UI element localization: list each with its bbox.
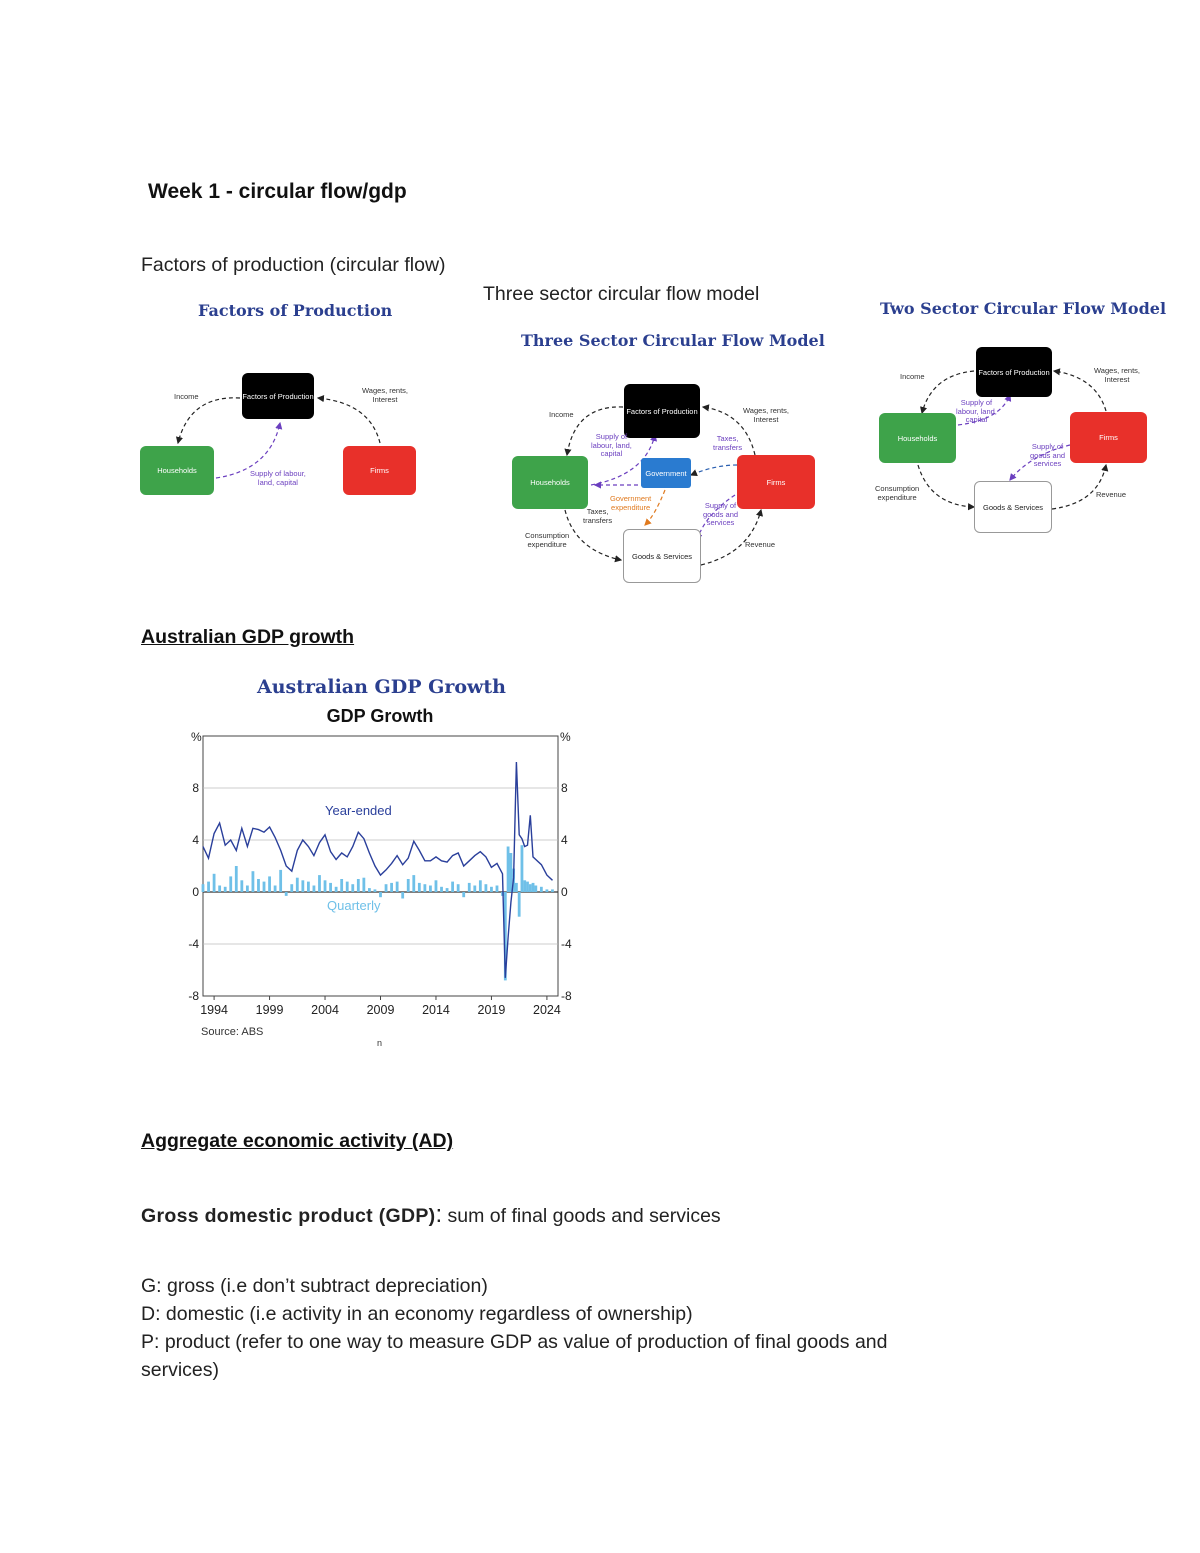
quarterly-bar xyxy=(412,875,415,892)
y-tick-label-right: -4 xyxy=(561,937,572,951)
figure-title: Two Sector Circular Flow Model xyxy=(880,299,1167,318)
quarterly-bar xyxy=(435,880,438,892)
quarterly-bar xyxy=(523,880,526,892)
quarterly-bar xyxy=(540,887,543,892)
three-sector-caption: Three sector circular flow model xyxy=(483,283,760,305)
footnote: n xyxy=(377,1038,383,1048)
y-tick-label-right: 8 xyxy=(561,781,568,795)
quarterly-bar xyxy=(368,888,371,892)
quarterly-bar xyxy=(509,853,512,892)
quarterly-bar xyxy=(490,887,493,892)
consumption-label: Consumption expenditure xyxy=(525,531,570,549)
firms-box: Firms xyxy=(343,446,416,495)
gdp-term: Gross domestic product (GDP) xyxy=(141,1205,436,1227)
year-ended-line xyxy=(203,762,553,978)
quarterly-bar xyxy=(407,879,410,892)
quarterly-bar xyxy=(301,880,304,892)
government-box: Government xyxy=(641,458,691,488)
quarterly-bar xyxy=(440,887,443,892)
quarterly-bar xyxy=(318,875,321,892)
quarterly-bar xyxy=(534,886,537,893)
quarterly-bar xyxy=(446,888,449,892)
quarterly-bar xyxy=(324,880,327,892)
x-tick-label: 2019 xyxy=(477,1003,506,1017)
y-unit-left: % xyxy=(191,730,202,744)
y-unit-right: % xyxy=(560,730,571,744)
quarterly-bar xyxy=(379,892,382,897)
supply-goods-label: Supply of goods and services xyxy=(1030,442,1066,469)
wages-label: Wages, rents, Interest xyxy=(1094,366,1140,384)
households-box: Households xyxy=(512,456,588,509)
three-sector-figure xyxy=(505,325,825,585)
y-tick-label-right: 4 xyxy=(561,833,568,847)
quarterly-bar xyxy=(396,882,399,892)
y-tick-label-left: 4 xyxy=(192,833,199,847)
wages-label: Wages, rents, Interest xyxy=(743,406,789,424)
goods-services-box: Goods & Services xyxy=(974,481,1052,533)
supply-label: Supply of labour, land, capital xyxy=(591,432,632,459)
quarterly-bar xyxy=(374,889,377,892)
x-tick-label: 1999 xyxy=(255,1003,284,1017)
x-tick-label: 2004 xyxy=(311,1003,339,1017)
y-tick-label-left: 8 xyxy=(192,781,199,795)
quarterly-bar xyxy=(546,889,549,892)
consumption-label: Consumption expenditure xyxy=(875,484,920,502)
quarterly-bar xyxy=(296,878,299,892)
quarterly-bar xyxy=(515,883,518,892)
quarterly-bar xyxy=(479,880,482,892)
supply-label: Supply of labour, land, capital xyxy=(956,398,997,425)
y-tick-label-right: 0 xyxy=(561,885,568,899)
ad-heading: Aggregate economic activity (AD) xyxy=(141,1130,454,1152)
households-box: Households xyxy=(879,413,956,463)
quarterly-bar xyxy=(285,892,288,896)
taxes-firms-label: Taxes, transfers xyxy=(713,434,743,452)
x-tick-label: 2009 xyxy=(366,1003,395,1017)
gdp-definition xyxy=(141,1201,721,1229)
factors-box: Factors of Production xyxy=(242,373,314,419)
quarterly-bar xyxy=(496,886,499,893)
quarterly-bar xyxy=(451,882,454,892)
source-label: Source: ABS xyxy=(201,1026,264,1038)
income-label: Income xyxy=(174,392,199,401)
factors-box: Factors of Production xyxy=(976,347,1052,397)
x-tick-label: 2024 xyxy=(533,1003,561,1017)
quarterly-bar xyxy=(246,886,249,893)
quarterly-bar xyxy=(473,886,476,893)
quarterly-label: Quarterly xyxy=(327,898,381,913)
p-line-2: services) xyxy=(141,1359,220,1381)
quarterly-bar xyxy=(224,887,227,892)
firms-box: Firms xyxy=(1070,412,1147,463)
quarterly-bar xyxy=(252,871,255,892)
quarterly-bar xyxy=(390,883,393,892)
income-label: Income xyxy=(549,410,574,419)
quarterly-bar xyxy=(213,874,216,892)
supply-label: Supply of labour, land, capital xyxy=(250,469,306,487)
quarterly-bar xyxy=(468,883,471,892)
quarterly-bar xyxy=(235,866,238,892)
gdp-def-text: sum of final goods and services xyxy=(447,1205,721,1227)
page-title: Week 1 - circular flow/gdp xyxy=(148,180,407,203)
quarterly-bar xyxy=(362,878,365,892)
figure-title: Three Sector Circular Flow Model xyxy=(521,331,825,350)
quarterly-bar xyxy=(346,882,349,892)
goods-services-box: Goods & Services xyxy=(623,529,701,583)
y-tick-label-left: -8 xyxy=(188,989,199,1003)
revenue-label: Revenue xyxy=(745,540,776,549)
g-line: G: gross (i.e don’t subtract depreciation) xyxy=(141,1275,488,1297)
quarterly-bar xyxy=(202,884,205,892)
firms-box: Firms xyxy=(737,455,815,509)
quarterly-bar xyxy=(351,884,354,892)
quarterly-bar xyxy=(290,884,293,892)
supply-goods-label: Supply of goods and services xyxy=(703,501,739,528)
gdp-chart-figure xyxy=(185,672,585,1057)
quarterly-bar xyxy=(218,886,221,893)
quarterly-bar xyxy=(268,876,271,892)
quarterly-bar xyxy=(340,879,343,892)
quarterly-bar xyxy=(385,884,388,892)
figure-title: Factors of Production xyxy=(198,301,393,320)
y-tick-label-left: -4 xyxy=(188,937,199,951)
factors-of-production-figure xyxy=(130,295,430,510)
y-tick-label-left: 0 xyxy=(192,885,199,899)
quarterly-bar xyxy=(263,882,266,892)
quarterly-bar xyxy=(423,884,426,892)
quarterly-bar xyxy=(240,880,243,892)
figure-title: Australian GDP Growth xyxy=(257,676,506,698)
quarterly-bar xyxy=(418,883,421,892)
quarterly-bar xyxy=(532,883,535,892)
quarterly-bar xyxy=(335,887,338,892)
factors-caption: Factors of production (circular flow) xyxy=(141,254,446,276)
quarterly-bar xyxy=(429,886,432,893)
x-tick-label: 2014 xyxy=(422,1003,450,1017)
quarterly-bar xyxy=(257,879,260,892)
quarterly-bar xyxy=(457,884,460,892)
quarterly-bar xyxy=(507,847,510,893)
quarterly-bar xyxy=(526,882,529,892)
quarterly-bar xyxy=(518,892,521,917)
quarterly-bar xyxy=(274,886,277,893)
wages-label: Wages, rents, Interest xyxy=(362,386,408,404)
gdp-chart xyxy=(185,672,585,1057)
factors-box: Factors of Production xyxy=(624,384,700,438)
chart-title: GDP Growth xyxy=(326,706,434,726)
quarterly-bar xyxy=(521,845,524,892)
quarterly-bar xyxy=(229,876,232,892)
two-sector-figure xyxy=(870,295,1167,535)
quarterly-bar xyxy=(357,879,360,892)
quarterly-bar xyxy=(529,884,532,892)
gov-expenditure-label: Government expenditure xyxy=(610,494,652,512)
quarterly-bar xyxy=(313,886,316,893)
year-ended-label: Year-ended xyxy=(325,803,392,818)
quarterly-bar xyxy=(484,884,487,892)
taxes-households-label: Taxes, transfers xyxy=(583,507,613,525)
quarterly-bar xyxy=(462,892,465,897)
quarterly-bar xyxy=(279,870,282,892)
d-line: D: domestic (i.e activity in an economy regardless of ownership) xyxy=(141,1303,693,1325)
quarterly-bar xyxy=(551,889,554,892)
gdp-colon: : xyxy=(435,1201,443,1228)
households-box: Households xyxy=(140,446,214,495)
gdp-growth-heading: Australian GDP growth xyxy=(141,626,355,648)
quarterly-bar xyxy=(329,883,332,892)
income-label: Income xyxy=(900,372,925,381)
quarterly-bar xyxy=(401,892,404,899)
y-tick-label-right: -8 xyxy=(561,989,572,1003)
x-tick-label: 1994 xyxy=(200,1003,228,1017)
quarterly-bar xyxy=(207,882,210,892)
quarterly-bar xyxy=(307,882,310,892)
revenue-label: Revenue xyxy=(1096,490,1127,499)
p-line-1: P: product (refer to one way to measure GDP as value of production of final goods and xyxy=(141,1331,888,1353)
